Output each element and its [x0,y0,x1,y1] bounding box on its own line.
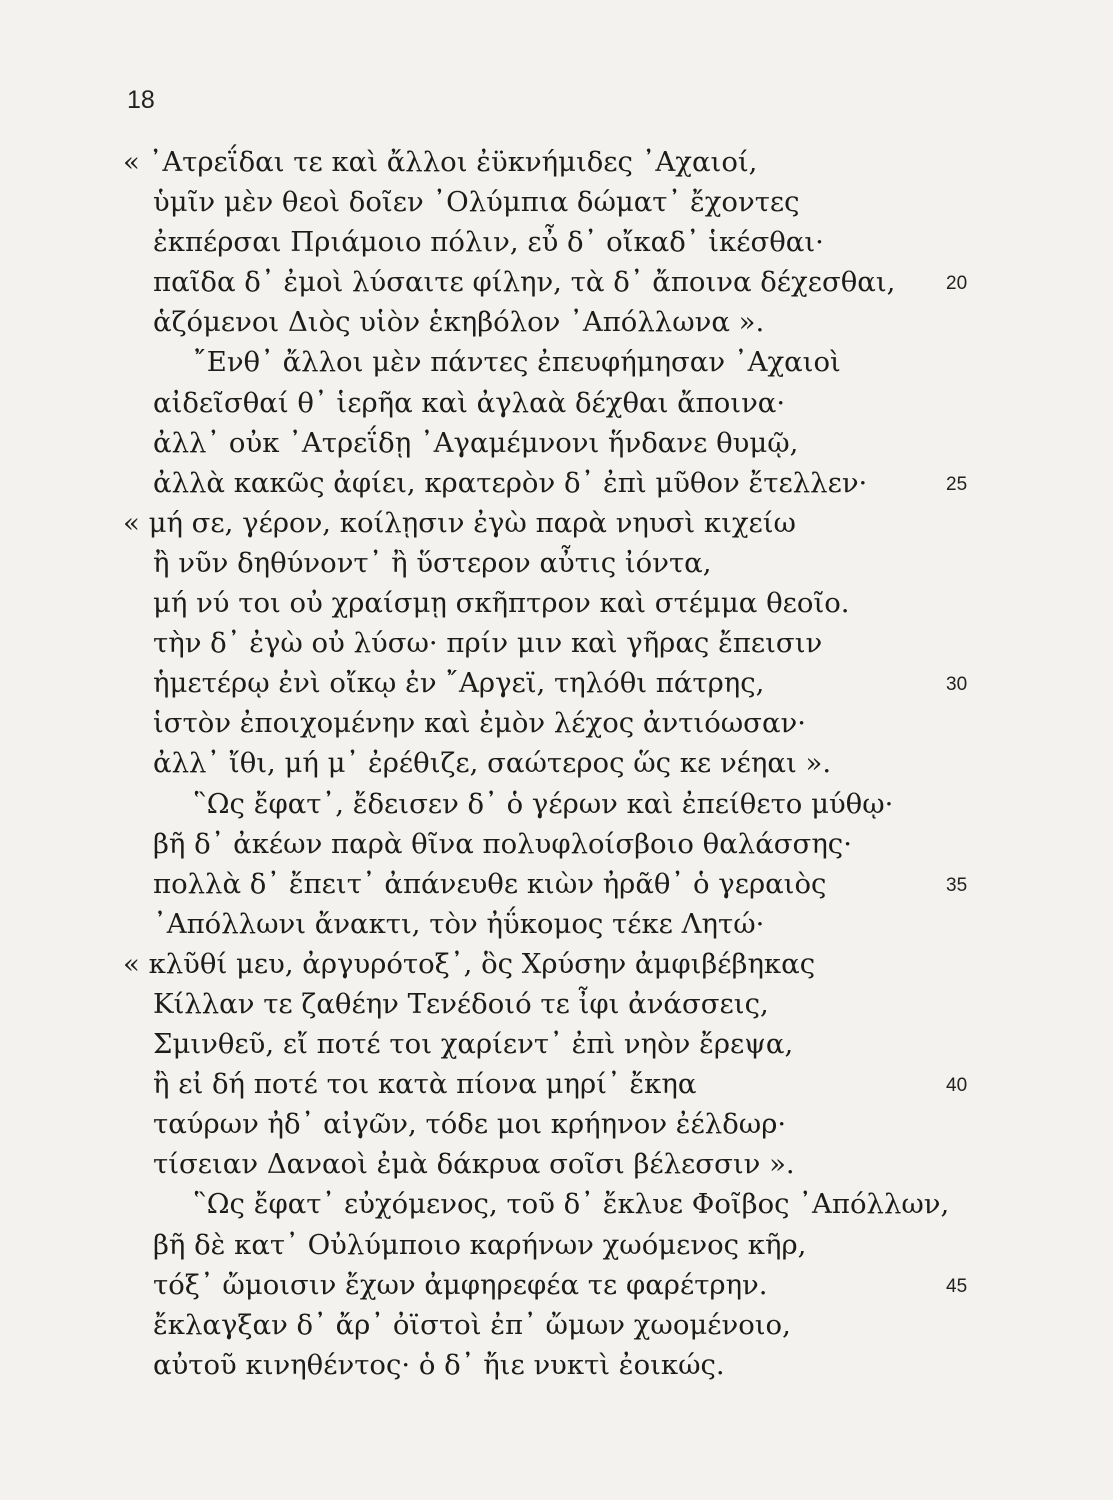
verse-line [0,463,1113,503]
line-number: 20 [946,273,968,295]
verse-line [0,703,1113,743]
verse-line [0,1225,1113,1265]
verse-line-text: « ᾿Ατρεΐδαι τε καὶ ἄλλοι ἐϋκνήμιδες ᾿Αχαιοί, [123,146,758,178]
verse-line [0,824,1113,864]
line-number: 35 [946,874,968,896]
verse-line-text: βῆ δ᾿ ἀκέων παρὰ θῖνα πολυφλοίσβοιο θαλάσσης· [153,827,852,860]
verse-line [0,1064,1113,1104]
verse-line-text: ἡμετέρῳ ἐνὶ οἴκῳ ἐν ῎Αργεϊ, τηλόθι πάτρης, [153,667,765,700]
verse-line-text: ῝Ως ἔφατ᾿ εὐχόμενος, τοῦ δ᾿ ἔκλυε Φοῖβος ᾿Απόλλων, [193,1188,950,1221]
verse-line [0,1345,1113,1385]
verse-line-text: Κίλλαν τε ζαθέην Τενέδοιό τε ἶφι ἀνάσσεις, [153,987,769,1020]
line-number: 40 [946,1075,968,1097]
verse-line-text: τόξ᾿ ὤμοισιν ἔχων ἀμφηρεφέα τε φαρέτρην. [153,1268,768,1301]
verse-line [0,342,1113,382]
verse-line-text: τίσειαν Δαναοὶ ἐμὰ δάκρυα σοῖσι βέλεσσιν ». [153,1148,795,1181]
verse-line-text: ᾿Απόλλωνι ἄνακτι, τὸν ἠΰκομος τέκε Λητώ· [153,907,765,940]
line-number: 30 [946,674,968,696]
verse-line-text: βῆ δὲ κατ᾿ Οὐλύμποιο καρήνων χωόμενος κῆρ, [153,1228,807,1261]
verse-line-text: ἁζόμενοι Διὸς υἱὸν ἑκηβόλον ᾿Απόλλωνα ». [153,306,765,339]
verse-line [0,1265,1113,1305]
verse-line [0,503,1113,543]
verse-line [0,383,1113,423]
verse-line [0,984,1113,1024]
verse-line [0,142,1113,182]
line-number: 45 [946,1275,968,1297]
verse-line-text: ὑμῖν μὲν θεοὶ δοῖεν ᾿Ολύμπια δώματ᾿ ἔχοντες [153,186,800,219]
verse-line [0,182,1113,222]
verse-line [0,1184,1113,1224]
verse-line-text: ἢ εἰ δή ποτέ τοι κατὰ πίονα μηρί᾿ ἔκηα [153,1068,697,1101]
verse-block [0,142,1113,1385]
verse-line-text: τὴν δ᾿ ἐγὼ οὐ λύσω· πρίν μιν καὶ γῆρας ἔπεισιν [153,627,823,660]
verse-line-text: ταύρων ἠδ᾿ αἰγῶν, τόδε μοι κρήηνον ἐέλδωρ· [153,1108,787,1141]
verse-line [0,262,1113,302]
verse-line-text: ἀλλ᾿ ἴθι, μή μ᾿ ἐρέθιζε, σαώτερος ὥς κε νέηαι ». [153,747,832,780]
verse-line-text: αὐτοῦ κινηθέντος· ὁ δ᾿ ἤιε νυκτὶ ἐοικώς. [153,1348,725,1381]
line-number: 25 [946,473,968,495]
verse-line [0,784,1113,824]
verse-line-text: Σμινθεῦ, εἴ ποτέ τοι χαρίεντ᾿ ἐπὶ νηὸν ἔρεψα, [153,1028,794,1061]
verse-line-text: « μή σε, γέρον, κοίλῃσιν ἐγὼ παρὰ νηυσὶ κιχείω [123,506,796,539]
verse-line-text: αἰδεῖσθαί θ᾿ ἱερῆα καὶ ἀγλαὰ δέχθαι ἄποινα· [153,386,786,419]
verse-line-text: ἱστὸν ἐποιχομένην καὶ ἐμὸν λέχος ἀντιόωσαν· [153,707,806,740]
verse-line [0,302,1113,342]
verse-line-text: πολλὰ δ᾿ ἔπειτ᾿ ἀπάνευθε κιὼν ἠρᾶθ᾿ ὁ γεραιὸς [153,867,827,900]
verse-line-text: « κλῦθί μευ, ἀργυρότοξ᾿, ὃς Χρύσην ἀμφιβέβηκας [123,947,816,980]
verse-line [0,864,1113,904]
verse-line-text: παῖδα δ᾿ ἐμοὶ λύσαιτε φίλην, τὰ δ᾿ ἄποινα δέχεσθαι, [153,266,896,299]
verse-line [0,904,1113,944]
verse-line-text: ἢ νῦν δηθύνοντ᾿ ἢ ὕστερον αὖτις ἰόντα, [153,546,712,579]
verse-line [0,583,1113,623]
verse-line [0,1104,1113,1144]
page-number: 18 [127,86,155,114]
verse-line-text: ῎Ενθ᾿ ἄλλοι μὲν πάντες ἐπευφήμησαν ᾿Αχαιοὶ [193,346,841,379]
verse-line [0,743,1113,783]
verse-line [0,423,1113,463]
verse-line [0,944,1113,984]
verse-line-text: ἀλλ᾿ οὐκ ᾿Ατρεΐδῃ ᾿Αγαμέμνονι ἥνδανε θυμῷ, [153,426,799,459]
verse-line-text: ἔκλαγξαν δ᾿ ἄρ᾿ ὀϊστοὶ ἐπ᾿ ὤμων χωομένοιο, [153,1308,791,1341]
verse-line-text: μή νύ τοι οὐ χραίσμῃ σκῆπτρον καὶ στέμμα θεοῖο. [153,587,850,620]
verse-line [0,623,1113,663]
verse-line [0,663,1113,703]
verse-line [0,1024,1113,1064]
verse-line-text: ἀλλὰ κακῶς ἀφίει, κρατερὸν δ᾿ ἐπὶ μῦθον ἔτελλεν· [153,466,868,499]
verse-line [0,543,1113,583]
verse-line [0,222,1113,262]
verse-line-text: ῝Ως ἔφατ᾿, ἔδεισεν δ᾿ ὁ γέρων καὶ ἐπείθετο μύθῳ· [193,787,894,820]
verse-line [0,1144,1113,1184]
verse-line [0,1305,1113,1345]
verse-line-text: ἐκπέρσαι Πριάμοιο πόλιν, εὖ δ᾿ οἴκαδ᾿ ἱκέσθαι· [153,226,824,259]
